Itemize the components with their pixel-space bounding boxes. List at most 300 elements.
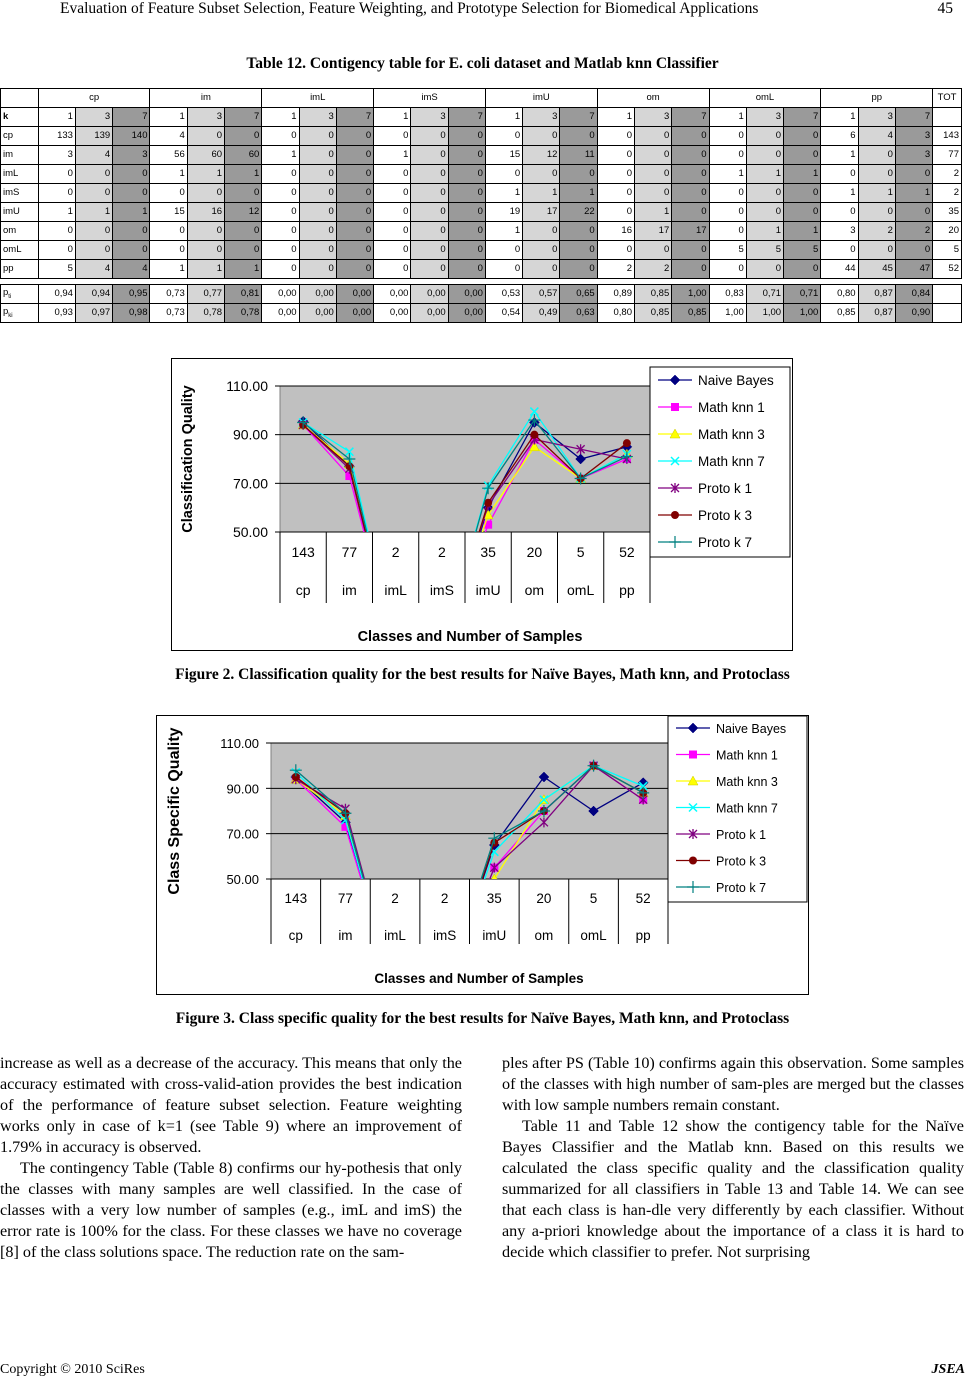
legend-marker (689, 751, 697, 759)
table-cell: 0,00 (299, 304, 336, 323)
legend-label: Math knn 3 (716, 775, 778, 789)
table-cell: 0,00 (448, 285, 485, 304)
table-cell: 0,73 (150, 285, 187, 304)
table-cell: 0 (448, 184, 485, 203)
table-row (1, 285, 962, 304)
row-label: imL (1, 165, 39, 184)
table-cell: 0 (523, 127, 560, 146)
x-category-label: omL (580, 928, 607, 943)
tot-cell: 2 (933, 184, 962, 203)
table-cell: 7 (784, 108, 821, 127)
x-sample-count-label: 52 (635, 891, 651, 906)
table-cell: 16 (187, 203, 224, 222)
legend-label: Math knn 1 (698, 400, 765, 415)
table-cell: 0 (523, 222, 560, 241)
table-cell: 0,71 (784, 285, 821, 304)
table-cell: 3 (895, 146, 932, 165)
table-cell: 0 (411, 203, 448, 222)
table-cell: 0,83 (709, 285, 746, 304)
table-cell: 5 (746, 241, 783, 260)
table-cell: 0 (448, 127, 485, 146)
table-cell: 0,57 (523, 285, 560, 304)
table-cell: 1 (485, 184, 522, 203)
table-cell: 0 (113, 222, 150, 241)
table-cell: 0 (299, 222, 336, 241)
row-label: pp (1, 260, 39, 279)
table-cell: 0 (672, 260, 709, 279)
legend-label: Proto k 7 (698, 535, 753, 550)
table-cell: 0 (597, 146, 634, 165)
table-cell: 0 (560, 260, 597, 279)
table-cell: 1 (858, 184, 895, 203)
tot-cell (933, 304, 962, 323)
tot-cell: 2 (933, 165, 962, 184)
table-cell: 0 (448, 222, 485, 241)
legend-marker (671, 511, 679, 519)
table-cell: 3 (299, 108, 336, 127)
table-cell: 0,00 (336, 285, 373, 304)
table-cell: 0,85 (634, 304, 671, 323)
row-label: k (1, 108, 39, 127)
table-row (1, 127, 962, 146)
table-cell: 7 (336, 108, 373, 127)
table-cell: 1 (821, 108, 858, 127)
table-cell: 0 (262, 127, 299, 146)
table-cell: 1 (150, 260, 187, 279)
table-cell: 0,00 (336, 304, 373, 323)
table-header-cell: imU (485, 89, 597, 108)
table-cell: 0 (597, 184, 634, 203)
tot-cell: 143 (933, 127, 962, 146)
table-cell: 3 (113, 146, 150, 165)
table-cell: 1 (597, 108, 634, 127)
table-cell: 0 (187, 222, 224, 241)
table-cell: 0 (821, 241, 858, 260)
table-cell: 2 (858, 222, 895, 241)
x-sample-count-label: 77 (341, 544, 358, 560)
table-cell: 0 (262, 165, 299, 184)
left-column (0, 1053, 462, 1263)
table-cell: 1 (225, 165, 262, 184)
table-cell: 0 (448, 146, 485, 165)
table-cell: 0 (858, 203, 895, 222)
x-category-label: imL (384, 928, 406, 943)
data-point (623, 439, 631, 447)
table-cell: 0 (299, 127, 336, 146)
y-tick-label: 50.00 (226, 872, 259, 887)
table-cell: 0,89 (597, 285, 634, 304)
table-cell: 0 (262, 241, 299, 260)
x-sample-count-label: 35 (480, 544, 496, 560)
table-cell: 0 (225, 127, 262, 146)
x-sample-count-label: 20 (526, 544, 543, 560)
table-cell: 0,78 (187, 304, 224, 323)
table-cell: 1,00 (672, 285, 709, 304)
table-cell: 0,65 (560, 285, 597, 304)
paragraph: increase as well as a decrease of the accuracy. This means that only the accuracy estimated with cross-valid-ation provides the best indication of the performance of feature subset selection. Feature weighting works only in case of k=1 (see Table 9) where an improvement of 1.79% in accuracy is observed. (0, 1054, 462, 1156)
table-cell: 0 (784, 260, 821, 279)
table-cell: 0 (225, 241, 262, 260)
running-title: Evaluation of Feature Subset Selection, Feature Weighting, and Prototype Selection for Biomedical Applications (60, 0, 759, 17)
table-cell: 3 (746, 108, 783, 127)
table-cell: 0 (299, 260, 336, 279)
table-cell: 3 (187, 108, 224, 127)
row-label: omL (1, 241, 39, 260)
table-cell: 0 (336, 165, 373, 184)
legend-label: Proto k 3 (698, 508, 753, 523)
x-sample-count-label: 2 (437, 544, 446, 560)
table-cell: 0 (448, 165, 485, 184)
table-header-cell: im (150, 89, 262, 108)
table-cell: 1 (262, 108, 299, 127)
table-cell: 0 (336, 127, 373, 146)
table-cell: 0 (336, 184, 373, 203)
x-sample-count-label: 77 (337, 891, 353, 906)
y-axis-title: Classification Quality (180, 385, 196, 533)
table-cell: 45 (858, 260, 895, 279)
table-cell: 0,00 (374, 304, 411, 323)
table-cell: 0 (411, 222, 448, 241)
table-cell: 0 (225, 184, 262, 203)
table-row (1, 260, 962, 279)
table-cell: 0,93 (38, 304, 75, 323)
legend-label: Math knn 1 (716, 748, 778, 763)
table-cell: 4 (75, 260, 112, 279)
legend-label: Naive Bayes (716, 722, 787, 736)
x-category-label: omL (567, 582, 595, 598)
y-tick-label: 110.00 (226, 378, 268, 394)
contingency-table (0, 88, 962, 323)
table-cell: 0 (225, 222, 262, 241)
tot-cell: 77 (933, 146, 962, 165)
table-cell: 0 (858, 165, 895, 184)
table-cell: 4 (75, 146, 112, 165)
table-cell: 0 (709, 260, 746, 279)
table-cell: 0,00 (374, 285, 411, 304)
y-tick-label: 90.00 (232, 426, 268, 443)
table-cell: 0,81 (225, 285, 262, 304)
x-category-label: pp (635, 928, 651, 943)
table-cell: 5 (38, 260, 75, 279)
table-cell: 0 (411, 241, 448, 260)
table-cell: 22 (560, 203, 597, 222)
table-cell: 1 (821, 146, 858, 165)
tot-cell: 20 (933, 222, 962, 241)
table-cell: 0 (523, 165, 560, 184)
table-cell: 0 (374, 241, 411, 260)
figure3-chart-svg (157, 716, 808, 994)
table-cell: 0 (262, 260, 299, 279)
table-cell: 3 (411, 108, 448, 127)
table-cell: 0 (709, 146, 746, 165)
table-cell: 15 (150, 203, 187, 222)
table-cell: 0,00 (411, 285, 448, 304)
table-cell: 0 (75, 241, 112, 260)
table-cell: 0 (560, 222, 597, 241)
table-cell: 0 (411, 184, 448, 203)
page-number: 45 (937, 0, 953, 17)
table-cell: 15 (485, 146, 522, 165)
table-cell: 1 (746, 165, 783, 184)
table-cell: 1 (821, 184, 858, 203)
y-tick-label: 50.00 (232, 524, 268, 540)
row-label: imS (1, 184, 39, 203)
table-cell: 4 (858, 127, 895, 146)
table-cell: 1 (485, 222, 522, 241)
table-cell: 139 (75, 127, 112, 146)
x-sample-count-label: 20 (536, 891, 552, 906)
table-cell: 0 (38, 184, 75, 203)
x-sample-count-label: 5 (589, 891, 598, 906)
table-cell: 0,85 (821, 304, 858, 323)
table-cell: 0 (485, 241, 522, 260)
table-cell: 0 (448, 203, 485, 222)
table-row (1, 165, 962, 184)
table-cell: 0,00 (262, 285, 299, 304)
row-label: $p_{ti}$ (1, 285, 39, 304)
y-tick-label: 70.00 (226, 826, 259, 842)
journal-name: JSEA (931, 1362, 965, 1377)
table-cell: 0 (858, 241, 895, 260)
table-cell: 0,87 (858, 285, 895, 304)
table-header-cell: imL (262, 89, 374, 108)
table-row (1, 146, 962, 165)
table-cell: 7 (672, 108, 709, 127)
table-cell: 0 (560, 127, 597, 146)
x-sample-count-label: 5 (576, 544, 585, 560)
table-cell: 0 (299, 241, 336, 260)
plot-area (280, 386, 650, 532)
legend-label: Math knn 7 (698, 454, 765, 469)
table-cell: 4 (150, 127, 187, 146)
table-cell: 3 (634, 108, 671, 127)
y-tick-label: 90.00 (226, 781, 259, 797)
table-cell: 0 (560, 165, 597, 184)
table-cell: 1 (374, 146, 411, 165)
paragraph: ples after PS (Table 10) confirms again this observation. Some samples of the classes with high number of sam-ples are merged but the classes with low sample numbers remain constant. (502, 1054, 964, 1114)
x-category-label: imS (433, 928, 457, 943)
table-cell: 0 (374, 165, 411, 184)
table-cell: 3 (895, 127, 932, 146)
x-category-label: imU (475, 582, 501, 598)
table-cell: 0 (784, 146, 821, 165)
x-category-label: cp (295, 582, 311, 598)
table-cell: 0 (374, 260, 411, 279)
table-cell: 0,71 (746, 285, 783, 304)
x-category-label: imL (384, 582, 407, 598)
table-header-cell: TOT (933, 89, 962, 108)
table-cell: 1 (746, 222, 783, 241)
row-label: im (1, 146, 39, 165)
table-cell: 140 (113, 127, 150, 146)
table-cell: 0 (523, 241, 560, 260)
table-cell: 19 (485, 203, 522, 222)
table-cell: 0 (895, 203, 932, 222)
table-cell: 0,00 (448, 304, 485, 323)
figure2-caption: Figure 2. Classification quality for the best results for Naïve Bayes, Math knn, and Protoclass (175, 666, 790, 683)
table-cell: 0 (746, 203, 783, 222)
legend-label: Math knn 3 (698, 427, 765, 442)
table-cell: 0 (634, 165, 671, 184)
table-row (1, 241, 962, 260)
legend-label: Math knn 7 (716, 801, 778, 816)
table-cell: 1 (374, 108, 411, 127)
table-cell: 0,80 (597, 304, 634, 323)
x-sample-count-label: 2 (440, 891, 449, 906)
table-cell: 1 (113, 203, 150, 222)
table-cell: 0 (597, 241, 634, 260)
table-cell: 0 (336, 260, 373, 279)
table-cell: 1 (895, 184, 932, 203)
table-cell: 12 (225, 203, 262, 222)
table-cell: 0,77 (187, 285, 224, 304)
table-cell: 0,98 (113, 304, 150, 323)
table-cell: 0 (672, 127, 709, 146)
table-cell: 0 (709, 222, 746, 241)
figure2-chart (171, 358, 793, 651)
table-header-cell: cp (38, 89, 150, 108)
table-corner-cell (1, 89, 39, 108)
table-cell: 0 (75, 184, 112, 203)
table-cell: 0 (374, 203, 411, 222)
table-cell: 0,94 (75, 285, 112, 304)
table-cell: 0,80 (821, 285, 858, 304)
table-row (1, 203, 962, 222)
table-cell: 0,53 (485, 285, 522, 304)
table-cell: 1 (560, 184, 597, 203)
table-cell: 0 (634, 146, 671, 165)
plot-area (271, 743, 668, 879)
table-cell: 0 (784, 184, 821, 203)
table-cell: 17 (523, 203, 560, 222)
table-header-cell: imS (374, 89, 486, 108)
table-cell: 1 (150, 108, 187, 127)
table-cell: 1 (225, 260, 262, 279)
table-cell: 0 (411, 260, 448, 279)
tot-cell: 52 (933, 260, 962, 279)
x-category-label: om (534, 928, 554, 943)
tot-cell (933, 108, 962, 127)
row-label: cp (1, 127, 39, 146)
table-cell: 4 (113, 260, 150, 279)
data-point (530, 431, 538, 439)
table-cell: 0 (746, 146, 783, 165)
table-cell: 0,97 (75, 304, 112, 323)
paragraph: The contingency Table (Table 8) confirms our hy-pothesis that only the classes with many samples are well classified. In the case of classes with a very low number of samples (e.g., imL and imS) the error rate is 100% for the class. For these classes we have no coverage [8] of the class solutions space. The reduction rate on the sam- (0, 1159, 462, 1261)
table-cell: 0 (709, 184, 746, 203)
table-cell: 0 (895, 241, 932, 260)
table-cell: 0 (448, 241, 485, 260)
table-cell: 44 (821, 260, 858, 279)
table-cell: 0 (672, 203, 709, 222)
table-cell: 0 (336, 222, 373, 241)
table-cell: 3 (858, 108, 895, 127)
table-cell: 2 (597, 260, 634, 279)
legend-label: Proto k 3 (716, 854, 767, 869)
table-row (1, 184, 962, 203)
table-cell: 0 (746, 260, 783, 279)
x-category-label: im (338, 928, 353, 943)
table-cell: 0,84 (895, 285, 932, 304)
table-cell: 1 (634, 203, 671, 222)
table-cell: 0 (336, 241, 373, 260)
table-cell: 1 (485, 108, 522, 127)
table-cell: 0 (784, 203, 821, 222)
table-cell: 0 (560, 241, 597, 260)
table-cell: 47 (895, 260, 932, 279)
table-header-cell: om (597, 89, 709, 108)
table-cell: 0 (858, 146, 895, 165)
y-tick-label: 70.00 (232, 475, 268, 492)
table-cell: 0 (709, 203, 746, 222)
table-cell: 0 (895, 165, 932, 184)
table-cell: 0 (821, 165, 858, 184)
table-cell: 1 (38, 108, 75, 127)
table-header-row (1, 89, 962, 108)
table-cell: 0 (634, 241, 671, 260)
table-cell: 1,00 (746, 304, 783, 323)
table-cell: 7 (448, 108, 485, 127)
table-cell: 5 (709, 241, 746, 260)
table-header-cell: omL (709, 89, 821, 108)
table-cell: 60 (187, 146, 224, 165)
table-cell: 0 (336, 203, 373, 222)
table-cell: 17 (672, 222, 709, 241)
table-cell: 0 (672, 184, 709, 203)
table-cell: 0,95 (113, 285, 150, 304)
table-cell: 0 (150, 184, 187, 203)
table-cell: 5 (784, 241, 821, 260)
table-cell: 1 (38, 203, 75, 222)
table-cell: 0 (672, 165, 709, 184)
table-cell: 0,00 (262, 304, 299, 323)
table-cell: 0 (113, 165, 150, 184)
x-sample-count-label: 52 (619, 544, 635, 560)
table-cell: 0 (336, 146, 373, 165)
y-axis-title: Class Specific Quality (166, 727, 183, 895)
x-axis-title: Classes and Number of Samples (374, 971, 584, 986)
x-category-label: om (524, 582, 545, 598)
table-cell: 0 (262, 222, 299, 241)
table-cell: 0 (262, 203, 299, 222)
table-cell: 1 (75, 203, 112, 222)
table-cell: 0 (299, 203, 336, 222)
table-caption: Table 12. Contigency table for E. coli dataset and Matlab knn Classifier (246, 55, 719, 72)
x-category-label: pp (619, 582, 635, 598)
table-cell: 0 (634, 127, 671, 146)
table-cell: 0 (597, 203, 634, 222)
legend-label: Proto k 1 (698, 481, 753, 496)
x-sample-count-label: 2 (391, 891, 399, 906)
table-cell: 16 (597, 222, 634, 241)
table-cell: 3 (75, 108, 112, 127)
x-axis-title: Classes and Number of Samples (357, 629, 583, 645)
table-cell: 6 (821, 127, 858, 146)
table-cell: 7 (225, 108, 262, 127)
table-cell: 56 (150, 146, 187, 165)
table-cell: 0,90 (895, 304, 932, 323)
table-cell: 0,00 (299, 285, 336, 304)
table-cell: 0 (374, 222, 411, 241)
table-cell: 0 (262, 184, 299, 203)
table-cell: 0 (597, 165, 634, 184)
table-cell: 0 (485, 260, 522, 279)
table-cell: 0 (150, 241, 187, 260)
x-category-label: imU (482, 928, 507, 943)
table-cell: 1 (262, 146, 299, 165)
table-cell: 0,63 (560, 304, 597, 323)
tot-cell (933, 285, 962, 304)
